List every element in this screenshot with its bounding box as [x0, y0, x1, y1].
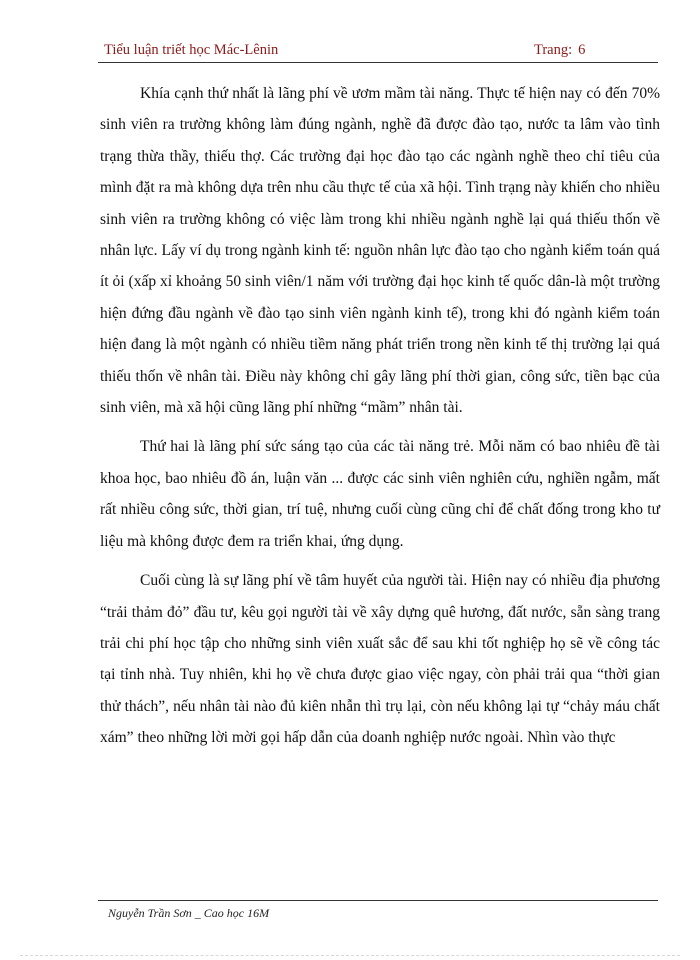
paragraph: Cuối cùng là sự lãng phí về tâm huyết của người tài. Hiện nay có nhiều địa phương “trải thảm đỏ” đầu tư, kêu gọi người tài về xây dựng quê hương, đất nước, sẵn sàng trang trải chi phí học tập cho những sinh viên xuất sắc để sau khi tốt nghiệp họ sẽ về công tác tại tỉnh nhà. Tuy nhiên, khi họ về chưa được giao việc ngay, còn phải trải qua “thời gian thử thách”, nếu nhân tài nào đủ kiên nhẫn thì trụ lại, còn nếu không lại tự “chảy máu chất xám” theo những lời mời gọi hấp dẫn của doanh nghiệp nước ngoài. Nhìn vào thực — [100, 572, 660, 747]
page-header — [98, 40, 658, 63]
page-boundary — [20, 955, 680, 956]
page-label: Trang: — [534, 42, 573, 58]
footer-divider — [98, 900, 658, 901]
page-indicator — [534, 42, 585, 59]
page-number: 6 — [578, 42, 586, 58]
paragraph: Thứ hai là lãng phí sức sáng tạo của các tài năng trẻ. Mỗi năm có bao nhiêu đề tài khoa học, bao nhiêu đồ án, luận văn ... được các sinh viên nghiên cứu, nghiền ngẫm, mất rất nhiều công sức, thời gian, trí tuệ, nhưng cuối cùng cũng chỉ để chất đống trong kho tư liệu mà không được đem ra triển khai, ứng dụng. — [100, 438, 660, 550]
document-title: Tiểu luận triết học Mác-Lênin — [104, 42, 279, 58]
page-footer: Nguyễn Trần Sơn _ Cao học 16M — [108, 906, 270, 920]
paragraph: Khía cạnh thứ nhất là lãng phí về ươm mầm tài năng. Thực tế hiện nay có đến 70% sinh viên ra trường không làm đúng ngành, nghề đã được đào tạo, nước ta lâm vào tình trạng thừa thầy, thiếu thợ. Các trường đại học đào tạo các ngành nghề theo chỉ tiêu của mình đặt ra mà không dựa trên nhu cầu thực tế của xã hội. Tình trạng này khiến cho nhiều sinh viên ra trường không có việc làm trong khi nhiều ngành nghề lại quá thiếu thốn về nhân lực. Lấy ví dụ trong ngành kinh tế: nguồn nhân lực đào tạo cho ngành kiểm toán quá ít ỏi (xấp xỉ khoảng 50 sinh viên/1 năm với trường đại học kinh tế quốc dân-là một trường hiện đứng đầu ngành về đào tạo sinh viên ngành kinh tế), trong khi đó ngành kiểm toán hiện đang là một ngành có nhiều tiềm năng phát triển trong nền kinh tế thị trường lại quá thiếu thốn về nhân tài. Điều này không chỉ gây lãng phí thời gian, công sức, tiền bạc của sinh viên, mà xã hội cũng lãng phí những “mầm” nhân tài. — [100, 85, 660, 417]
document-body — [100, 78, 660, 754]
